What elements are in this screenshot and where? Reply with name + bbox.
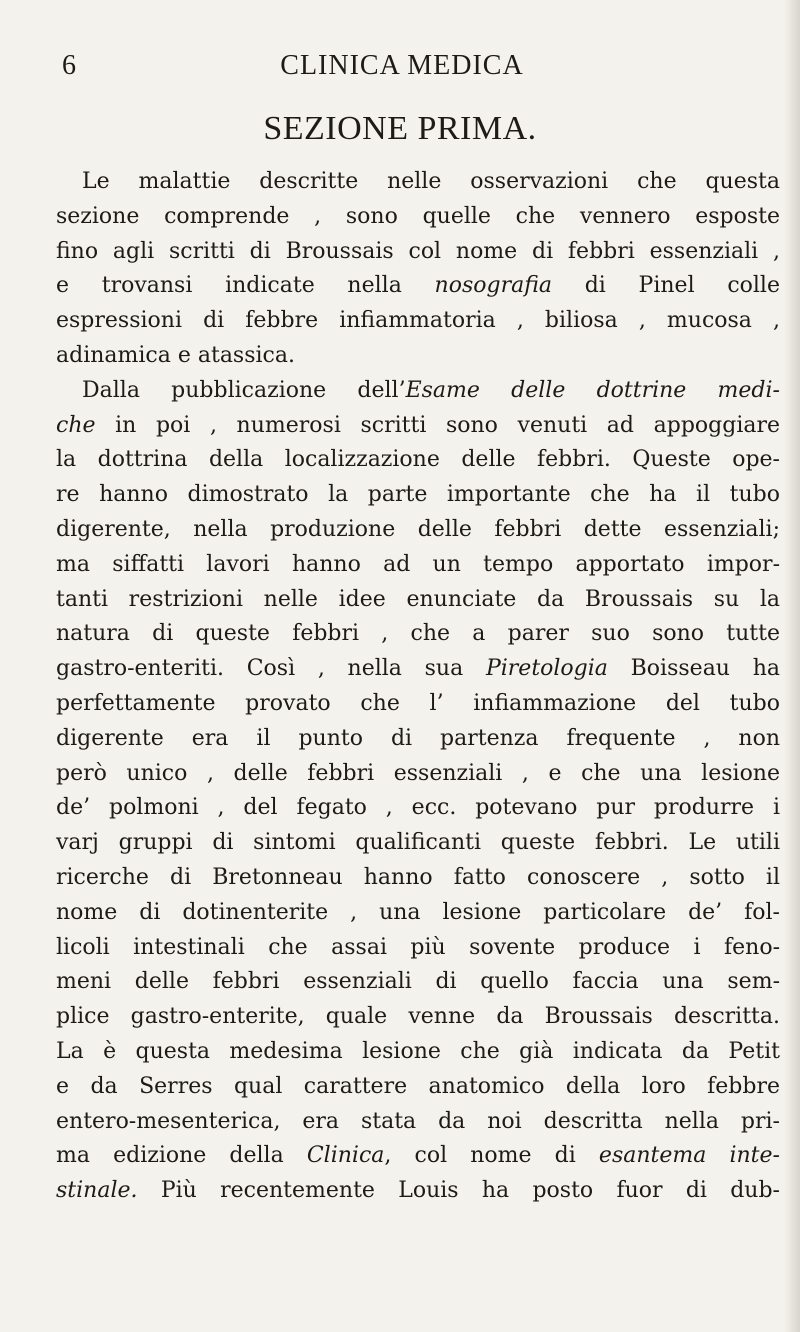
body-text: [56, 165, 780, 1209]
text-line: ma edizione della Clinica, col nome di esantema inte-: [56, 1143, 780, 1169]
text-line: perfettamente provato che l’ infiammazione del tubo: [56, 690, 780, 716]
text-line: tanti restrizioni nelle idee enunciate da Broussais su la: [56, 586, 780, 612]
text-line: la dottrina della localizzazione delle febbri. Queste ope-: [56, 447, 780, 473]
text-line: adinamica e atassica.: [56, 342, 295, 368]
text-line: La è questa medesima lesione che già indicata da Petit: [56, 1038, 780, 1064]
text-line: che in poi , numerosi scritti sono venuti ad appoggiare: [56, 412, 781, 438]
page-number: 6: [62, 50, 76, 81]
text-line: entero-mesenterica, era stata da noi descritta nella pri-: [56, 1108, 780, 1134]
text-line: de’ polmoni , del fegato , ecc. potevano pur produrre i: [56, 795, 780, 821]
section-title: SEZIONE PRIMA.: [263, 110, 537, 147]
text-line: licoli intestinali che assai più sovente produce i feno-: [56, 934, 780, 960]
italic-term: Esame delle dottrine medi-: [405, 377, 780, 403]
italic-term: Clinica: [306, 1143, 385, 1169]
italic-term: che: [56, 412, 96, 438]
text-line: natura di queste febbri , che a parer suo sono tutte: [56, 621, 780, 647]
italic-term: stinale.: [56, 1178, 138, 1204]
page-edge-shadow: [784, 0, 800, 1332]
text-line: nome di dotinenterite , una lesione particolare de’ fol-: [56, 899, 780, 925]
text-line: varj gruppi di sintomi qualificanti queste febbri. Le utili: [56, 830, 780, 856]
italic-term: esantema inte-: [598, 1143, 780, 1169]
text-line: fino agli scritti di Broussais col nome di febbri essenziali ,: [56, 238, 780, 264]
text-line: plice gastro-enterite, quale venne da Broussais descritta.: [56, 1004, 780, 1030]
italic-term: nosografia: [434, 273, 552, 299]
text-line: però unico , delle febbri essenziali , e che una lesione: [56, 760, 780, 786]
text-line: sezione comprende , sono quelle che vennero esposte: [56, 203, 780, 229]
running-header: [62, 50, 742, 90]
text-line: stinale. Più recentemente Louis ha posto fuor di dub-: [56, 1178, 780, 1204]
running-title: CLINICA MEDICA: [280, 50, 524, 81]
text-line: Le malattie descritte nelle osservazioni che questa: [82, 169, 780, 194]
text-line: ricerche di Bretonneau hanno fatto conoscere , sotto il: [56, 864, 780, 890]
text-line: Dalla pubblicazione dell’Esame delle dottrine medi-: [82, 377, 780, 403]
text-line: ma siffatti lavori hanno ad un tempo apportato impor-: [56, 551, 780, 577]
text-line: digerente, nella produzione delle febbri dette essenziali;: [56, 516, 780, 542]
text-line: re hanno dimostrato la parte importante che ha il tubo: [56, 482, 780, 508]
text-line: digerente era il punto di partenza frequente , non: [56, 725, 780, 751]
italic-term: Piretologia: [485, 656, 608, 682]
text-line: e trovansi indicate nella nosografia di Pinel colle: [56, 273, 780, 299]
text-line: e da Serres qual carattere anatomico della loro febbre: [56, 1073, 780, 1099]
text-line: meni delle febbri essenziali di quello faccia una sem-: [56, 969, 780, 995]
text-line: gastro-enteriti. Così , nella sua Piretologia Boisseau ha: [56, 656, 780, 682]
text-line: espressioni di febbre infiammatoria , biliosa , mucosa ,: [56, 308, 780, 334]
